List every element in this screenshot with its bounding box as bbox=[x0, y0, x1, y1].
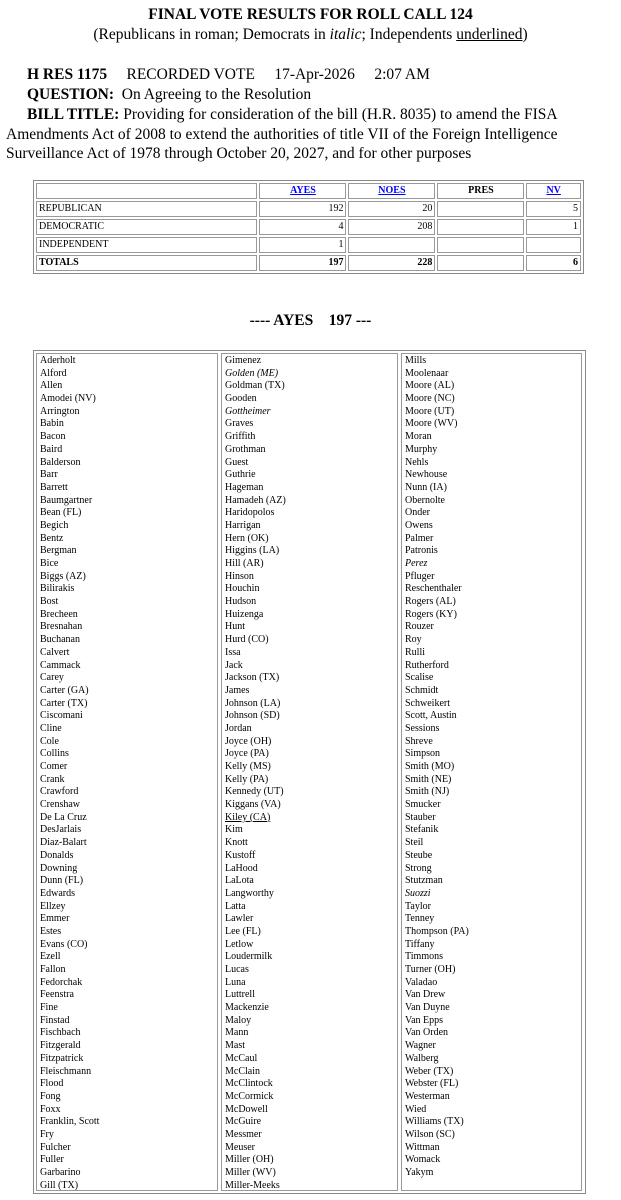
member-name: Finstad bbox=[40, 1014, 70, 1026]
member-name: Barr bbox=[40, 469, 58, 481]
noes-count: 20 bbox=[348, 201, 435, 217]
member-name: Mast bbox=[225, 1040, 245, 1052]
member-name: Barrett bbox=[40, 481, 68, 493]
member-name: Issa bbox=[225, 646, 241, 658]
member-name: Moore (WV) bbox=[405, 418, 458, 430]
member-name: Van Epps bbox=[405, 1014, 444, 1026]
member-name: McGuire bbox=[225, 1116, 262, 1128]
member-name: Kelly (PA) bbox=[225, 773, 269, 785]
pres-count bbox=[437, 255, 524, 271]
member-name: Higgins (LA) bbox=[225, 545, 280, 557]
member-name: Crenshaw bbox=[40, 799, 80, 811]
page-title: FINAL VOTE RESULTS FOR ROLL CALL 124 bbox=[148, 6, 473, 23]
member-name: Edwards bbox=[40, 887, 75, 899]
member-name: Cline bbox=[40, 722, 62, 734]
member-name: Langworthy bbox=[225, 887, 274, 899]
member-name: Taylor bbox=[405, 900, 431, 912]
member-name: Perez bbox=[405, 558, 428, 569]
member-name: Cole bbox=[40, 735, 59, 747]
member-name: Bresnahan bbox=[40, 621, 83, 633]
ayes-count: 192 bbox=[259, 201, 346, 217]
member-name: Griffith bbox=[225, 431, 256, 443]
member-name: DesJarlais bbox=[40, 824, 82, 836]
member-name: Calvert bbox=[40, 646, 70, 658]
legend-italic: italic bbox=[329, 26, 362, 43]
member-name: Moore (UT) bbox=[405, 405, 455, 417]
member-name: Kiley (CA) bbox=[225, 811, 271, 823]
member-name: Hageman bbox=[225, 481, 264, 493]
member-name: Fischbach bbox=[40, 1027, 81, 1039]
member-name: Schweikert bbox=[405, 697, 450, 709]
member-name: Hurd (CO) bbox=[225, 634, 269, 646]
header-ayes-cell bbox=[259, 183, 346, 199]
member-name: Van Orden bbox=[405, 1027, 449, 1039]
member-name: Hunt bbox=[225, 621, 245, 633]
member-name: Crawford bbox=[40, 786, 79, 798]
member-name: Turner (OH) bbox=[405, 964, 456, 975]
member-name: Harrigan bbox=[225, 519, 261, 531]
vote-date: 17-Apr-2026 bbox=[274, 66, 355, 83]
row-label: DEMOCRATIC bbox=[36, 219, 257, 235]
member-name: Weber (TX) bbox=[405, 1065, 454, 1077]
member-name: Luttrell bbox=[225, 989, 255, 1001]
member-name: Feenstra bbox=[40, 989, 74, 1001]
member-name: Gottheimer bbox=[225, 405, 271, 417]
member-name: Smucker bbox=[405, 799, 441, 811]
member-name: LaHood bbox=[225, 862, 258, 874]
member-name: Hill (AR) bbox=[225, 558, 264, 569]
member-name: Foxx bbox=[40, 1103, 61, 1115]
member-name: Lucas bbox=[225, 964, 249, 975]
member-name: Rogers (AL) bbox=[405, 596, 456, 608]
member-name: Moolenaar bbox=[405, 367, 449, 379]
nv-count: 5 bbox=[526, 201, 581, 217]
member-name: Fedorchak bbox=[40, 976, 83, 988]
member-name: Crank bbox=[40, 773, 65, 785]
member-name: Simpson bbox=[405, 748, 441, 760]
member-name: Carter (GA) bbox=[40, 684, 89, 696]
member-name: Womack bbox=[405, 1154, 441, 1166]
bill-title-label: BILL TITLE: bbox=[27, 106, 120, 123]
member-name: Steil bbox=[405, 837, 424, 849]
member-name: Moore (NC) bbox=[405, 393, 455, 405]
member-name: Shreve bbox=[405, 735, 433, 747]
member-name: Kiggans (VA) bbox=[225, 799, 281, 811]
member-name: Donalds bbox=[40, 849, 74, 861]
member-name: Begich bbox=[40, 519, 69, 531]
totals-header-row bbox=[36, 183, 581, 199]
member-name: Babin bbox=[40, 418, 64, 430]
member-name: Stauber bbox=[405, 811, 436, 823]
row-label: REPUBLICAN bbox=[36, 201, 257, 217]
member-name: Evans (CO) bbox=[40, 938, 88, 950]
member-name: Fitzgerald bbox=[40, 1040, 81, 1052]
member-name: Smith (NJ) bbox=[405, 786, 450, 798]
vote-type: RECORDED VOTE bbox=[126, 66, 255, 83]
member-name: Fong bbox=[40, 1090, 61, 1102]
ayes-heading: ---- AYES 197 --- bbox=[249, 312, 372, 329]
legend-underlined: underlined bbox=[456, 26, 523, 43]
member-name: Garbarino bbox=[40, 1167, 81, 1178]
member-name: Bice bbox=[40, 558, 59, 569]
member-name: Johnson (LA) bbox=[225, 697, 281, 709]
member-name: Ezell bbox=[40, 951, 61, 963]
member-name: Diaz-Balart bbox=[40, 837, 87, 849]
member-name: Fitzpatrick bbox=[40, 1052, 84, 1064]
legend-open: (Republicans in roman; Democrats in bbox=[93, 26, 330, 43]
row-label: INDEPENDENT bbox=[36, 237, 257, 253]
member-name: James bbox=[225, 684, 250, 696]
member-name: Brecheen bbox=[40, 608, 78, 620]
member-name: Rutherford bbox=[405, 659, 449, 671]
member-name: Hern (OK) bbox=[225, 532, 269, 544]
legend-close: ) bbox=[522, 26, 528, 43]
member-name: Yakym bbox=[405, 1167, 434, 1178]
totals-row-democratic bbox=[36, 219, 581, 235]
vote-info-line bbox=[27, 66, 430, 84]
member-name: Guthrie bbox=[225, 469, 256, 481]
member-name: Gill (TX) bbox=[40, 1179, 79, 1191]
member-name: Van Duyne bbox=[405, 1002, 450, 1014]
member-name: Scott, Austin bbox=[405, 710, 457, 722]
member-name: Bilirakis bbox=[40, 583, 75, 595]
member-name: Hudson bbox=[225, 596, 257, 608]
member-name: Bean (FL) bbox=[40, 507, 82, 519]
member-name: Letlow bbox=[225, 938, 254, 950]
member-name: Kelly (MS) bbox=[225, 761, 271, 772]
header-pres-cell: PRES bbox=[437, 183, 524, 199]
member-name: Mackenzie bbox=[225, 1002, 269, 1014]
member-name: Goldman (TX) bbox=[225, 380, 285, 392]
member-name: Arrington bbox=[40, 405, 80, 417]
member-name: Kustoff bbox=[225, 849, 256, 861]
member-name: Suozzi bbox=[405, 887, 431, 899]
member-name: Buchanan bbox=[40, 634, 80, 646]
member-name: Gooden bbox=[225, 393, 257, 405]
member-name: Wilson (SC) bbox=[405, 1128, 455, 1140]
member-name: Rouzer bbox=[405, 621, 434, 633]
member-name: Grothman bbox=[225, 443, 266, 455]
pres-count bbox=[437, 237, 524, 253]
member-name: Patronis bbox=[405, 545, 438, 557]
member-name: Moran bbox=[405, 431, 432, 443]
member-name: Guest bbox=[225, 456, 249, 468]
member-name: Jordan bbox=[225, 722, 252, 734]
question-label: QUESTION: bbox=[27, 86, 114, 103]
ayes-column-3 bbox=[401, 353, 582, 1191]
member-name: Fleischmann bbox=[40, 1065, 92, 1077]
header-nv-cell bbox=[526, 183, 581, 199]
member-name: Smith (NE) bbox=[405, 773, 452, 785]
member-name: Rogers (KY) bbox=[405, 608, 457, 620]
member-name: Van Drew bbox=[405, 989, 446, 1001]
member-name: Golden (ME) bbox=[225, 367, 279, 379]
member-name: Bergman bbox=[40, 545, 77, 557]
noes-count bbox=[348, 237, 435, 253]
ayes-column-2 bbox=[221, 353, 398, 1191]
member-name: Luna bbox=[225, 976, 246, 988]
member-name: Nunn (IA) bbox=[405, 481, 447, 493]
member-name: Ciscomani bbox=[40, 710, 83, 722]
member-name: Haridopolos bbox=[225, 507, 275, 519]
member-name: Mann bbox=[225, 1027, 249, 1039]
member-name: LaLota bbox=[225, 875, 254, 887]
member-name: Wittman bbox=[405, 1141, 440, 1153]
member-name: Timmons bbox=[405, 951, 443, 963]
member-name: Reschenthaler bbox=[405, 583, 462, 595]
member-name: Steube bbox=[405, 849, 433, 861]
member-name: Balderson bbox=[40, 456, 81, 468]
member-name: Dunn (FL) bbox=[40, 875, 84, 887]
member-name: Baumgartner bbox=[40, 494, 93, 506]
member-name: Obernolte bbox=[405, 494, 445, 506]
member-name: Stutzman bbox=[405, 875, 443, 887]
member-name: Walberg bbox=[405, 1052, 439, 1064]
member-name: Kennedy (UT) bbox=[225, 786, 284, 798]
member-name: Allen bbox=[40, 380, 63, 392]
pres-count bbox=[437, 219, 524, 235]
member-name: Gimenez bbox=[225, 355, 262, 366]
ayes-link[interactable]: AYES bbox=[290, 185, 316, 196]
member-name: Sessions bbox=[405, 722, 440, 734]
bill-title-block bbox=[6, 105, 618, 164]
member-name: Rulli bbox=[405, 646, 426, 658]
totals-row-totals bbox=[36, 255, 581, 271]
member-name: Bentz bbox=[40, 532, 64, 544]
member-name: Loudermilk bbox=[225, 951, 273, 963]
member-name: Aderholt bbox=[40, 355, 76, 366]
party-legend bbox=[0, 26, 621, 44]
member-name: Tenney bbox=[405, 913, 435, 925]
member-name: Moore (AL) bbox=[405, 380, 455, 392]
member-name: Biggs (AZ) bbox=[40, 570, 86, 582]
member-name: Estes bbox=[40, 925, 62, 937]
member-name: Westerman bbox=[405, 1090, 450, 1102]
member-name: Newhouse bbox=[405, 469, 448, 481]
ayes-count: 4 bbox=[259, 219, 346, 235]
member-name: Owens bbox=[405, 519, 433, 531]
member-name: Smith (MO) bbox=[405, 761, 455, 772]
member-name: Cammack bbox=[40, 659, 81, 671]
member-name: Miller-Meeks bbox=[225, 1179, 280, 1191]
member-name: Flood bbox=[40, 1078, 64, 1090]
ayes-count: 1 bbox=[259, 237, 346, 253]
member-name: Ellzey bbox=[40, 900, 66, 912]
totals-row-independent bbox=[36, 237, 581, 253]
member-name: Miller (OH) bbox=[225, 1154, 274, 1166]
totals-row-republican bbox=[36, 201, 581, 217]
member-name: Huizenga bbox=[225, 608, 264, 620]
member-name: Pfluger bbox=[405, 570, 435, 582]
member-name: Lawler bbox=[225, 913, 254, 925]
member-name: Hamadeh (AZ) bbox=[225, 494, 286, 506]
member-name: Murphy bbox=[405, 443, 438, 455]
noes-count: 228 bbox=[348, 255, 435, 271]
header-noes-cell bbox=[348, 183, 435, 199]
nv-link[interactable]: NV bbox=[546, 185, 561, 196]
member-name: McCaul bbox=[225, 1052, 258, 1064]
bill-title-text: Providing for consideration of the bill (H.R. 8035) to amend the FISA Amendments Act of 2008 to extend the authorities of title VII of the Foreign Intelligence Surveillance Act of 1978 through October 20, 2027, and for other purposes bbox=[6, 106, 558, 162]
question-line bbox=[27, 86, 311, 104]
member-name: Jack bbox=[225, 659, 243, 671]
member-name: Comer bbox=[40, 761, 68, 772]
member-name: Joyce (PA) bbox=[225, 748, 269, 760]
member-name: Meuser bbox=[225, 1141, 255, 1153]
ayes-count: 197 bbox=[259, 255, 346, 271]
member-name: Lee (FL) bbox=[225, 925, 261, 937]
member-name: Valadao bbox=[405, 976, 438, 988]
noes-count: 208 bbox=[348, 219, 435, 235]
member-name: Fuller bbox=[40, 1154, 64, 1166]
member-name: Messmer bbox=[225, 1128, 262, 1140]
member-name: Emmer bbox=[40, 913, 70, 925]
ayes-column-1 bbox=[36, 353, 218, 1191]
member-name: Bacon bbox=[40, 431, 66, 443]
member-name: Schmidt bbox=[405, 684, 439, 696]
member-name: Miller (WV) bbox=[225, 1167, 276, 1178]
noes-link[interactable]: NOES bbox=[378, 185, 406, 196]
member-name: Nehls bbox=[405, 456, 429, 468]
member-name: Scalise bbox=[405, 672, 434, 684]
measure-number: H RES 1175 bbox=[27, 66, 108, 83]
member-name: Franklin, Scott bbox=[40, 1116, 100, 1128]
member-name: Hinson bbox=[225, 570, 254, 582]
member-name: Thompson (PA) bbox=[405, 925, 469, 937]
member-name: Roy bbox=[405, 634, 422, 646]
header-blank-cell bbox=[36, 183, 257, 199]
member-name: Houchin bbox=[225, 583, 260, 595]
member-name: McDowell bbox=[225, 1103, 268, 1115]
member-name: Wagner bbox=[405, 1040, 436, 1052]
member-name: Fry bbox=[40, 1128, 54, 1140]
member-name: De La Cruz bbox=[40, 811, 87, 823]
member-name: Alford bbox=[40, 367, 67, 379]
member-name: Bost bbox=[40, 596, 59, 608]
member-name: Carter (TX) bbox=[40, 697, 88, 709]
member-name: Graves bbox=[225, 418, 254, 430]
nv-count bbox=[526, 237, 581, 253]
member-name: Wied bbox=[405, 1103, 427, 1115]
member-name: McClintock bbox=[225, 1078, 273, 1090]
vote-totals-table bbox=[33, 180, 584, 274]
member-name: Joyce (OH) bbox=[225, 735, 272, 747]
member-name: Knott bbox=[225, 837, 248, 849]
member-name: Fine bbox=[40, 1002, 58, 1014]
member-name: Johnson (SD) bbox=[225, 710, 280, 722]
member-name: Fallon bbox=[40, 964, 66, 975]
nv-count: 1 bbox=[526, 219, 581, 235]
row-label: TOTALS bbox=[36, 255, 257, 271]
member-name: Latta bbox=[225, 900, 246, 912]
member-name: Jackson (TX) bbox=[225, 672, 280, 684]
member-name: Baird bbox=[40, 443, 63, 455]
member-name: Mills bbox=[405, 355, 427, 366]
member-name: Palmer bbox=[405, 532, 434, 544]
member-name: Downing bbox=[40, 862, 78, 874]
nv-count: 6 bbox=[526, 255, 581, 271]
ayes-names-table bbox=[33, 350, 586, 1194]
member-name: Strong bbox=[405, 862, 432, 874]
member-name: Fulcher bbox=[40, 1141, 71, 1153]
member-name: Stefanik bbox=[405, 824, 439, 836]
member-name: Collins bbox=[40, 748, 69, 760]
question-text: On Agreeing to the Resolution bbox=[121, 86, 312, 103]
member-name: Williams (TX) bbox=[405, 1116, 464, 1128]
member-name: McClain bbox=[225, 1065, 260, 1077]
member-name: Webster (FL) bbox=[405, 1078, 459, 1090]
pres-count bbox=[437, 201, 524, 217]
member-name: Amodei (NV) bbox=[40, 393, 96, 405]
member-name: McCormick bbox=[225, 1090, 274, 1102]
member-name: Onder bbox=[405, 507, 430, 519]
member-name: Maloy bbox=[225, 1014, 252, 1026]
member-name: Tiffany bbox=[405, 938, 435, 950]
vote-time: 2:07 AM bbox=[374, 66, 430, 83]
legend-mid: ; Independents bbox=[361, 26, 457, 43]
member-name: Carey bbox=[40, 672, 64, 684]
member-name: Kim bbox=[225, 824, 243, 836]
